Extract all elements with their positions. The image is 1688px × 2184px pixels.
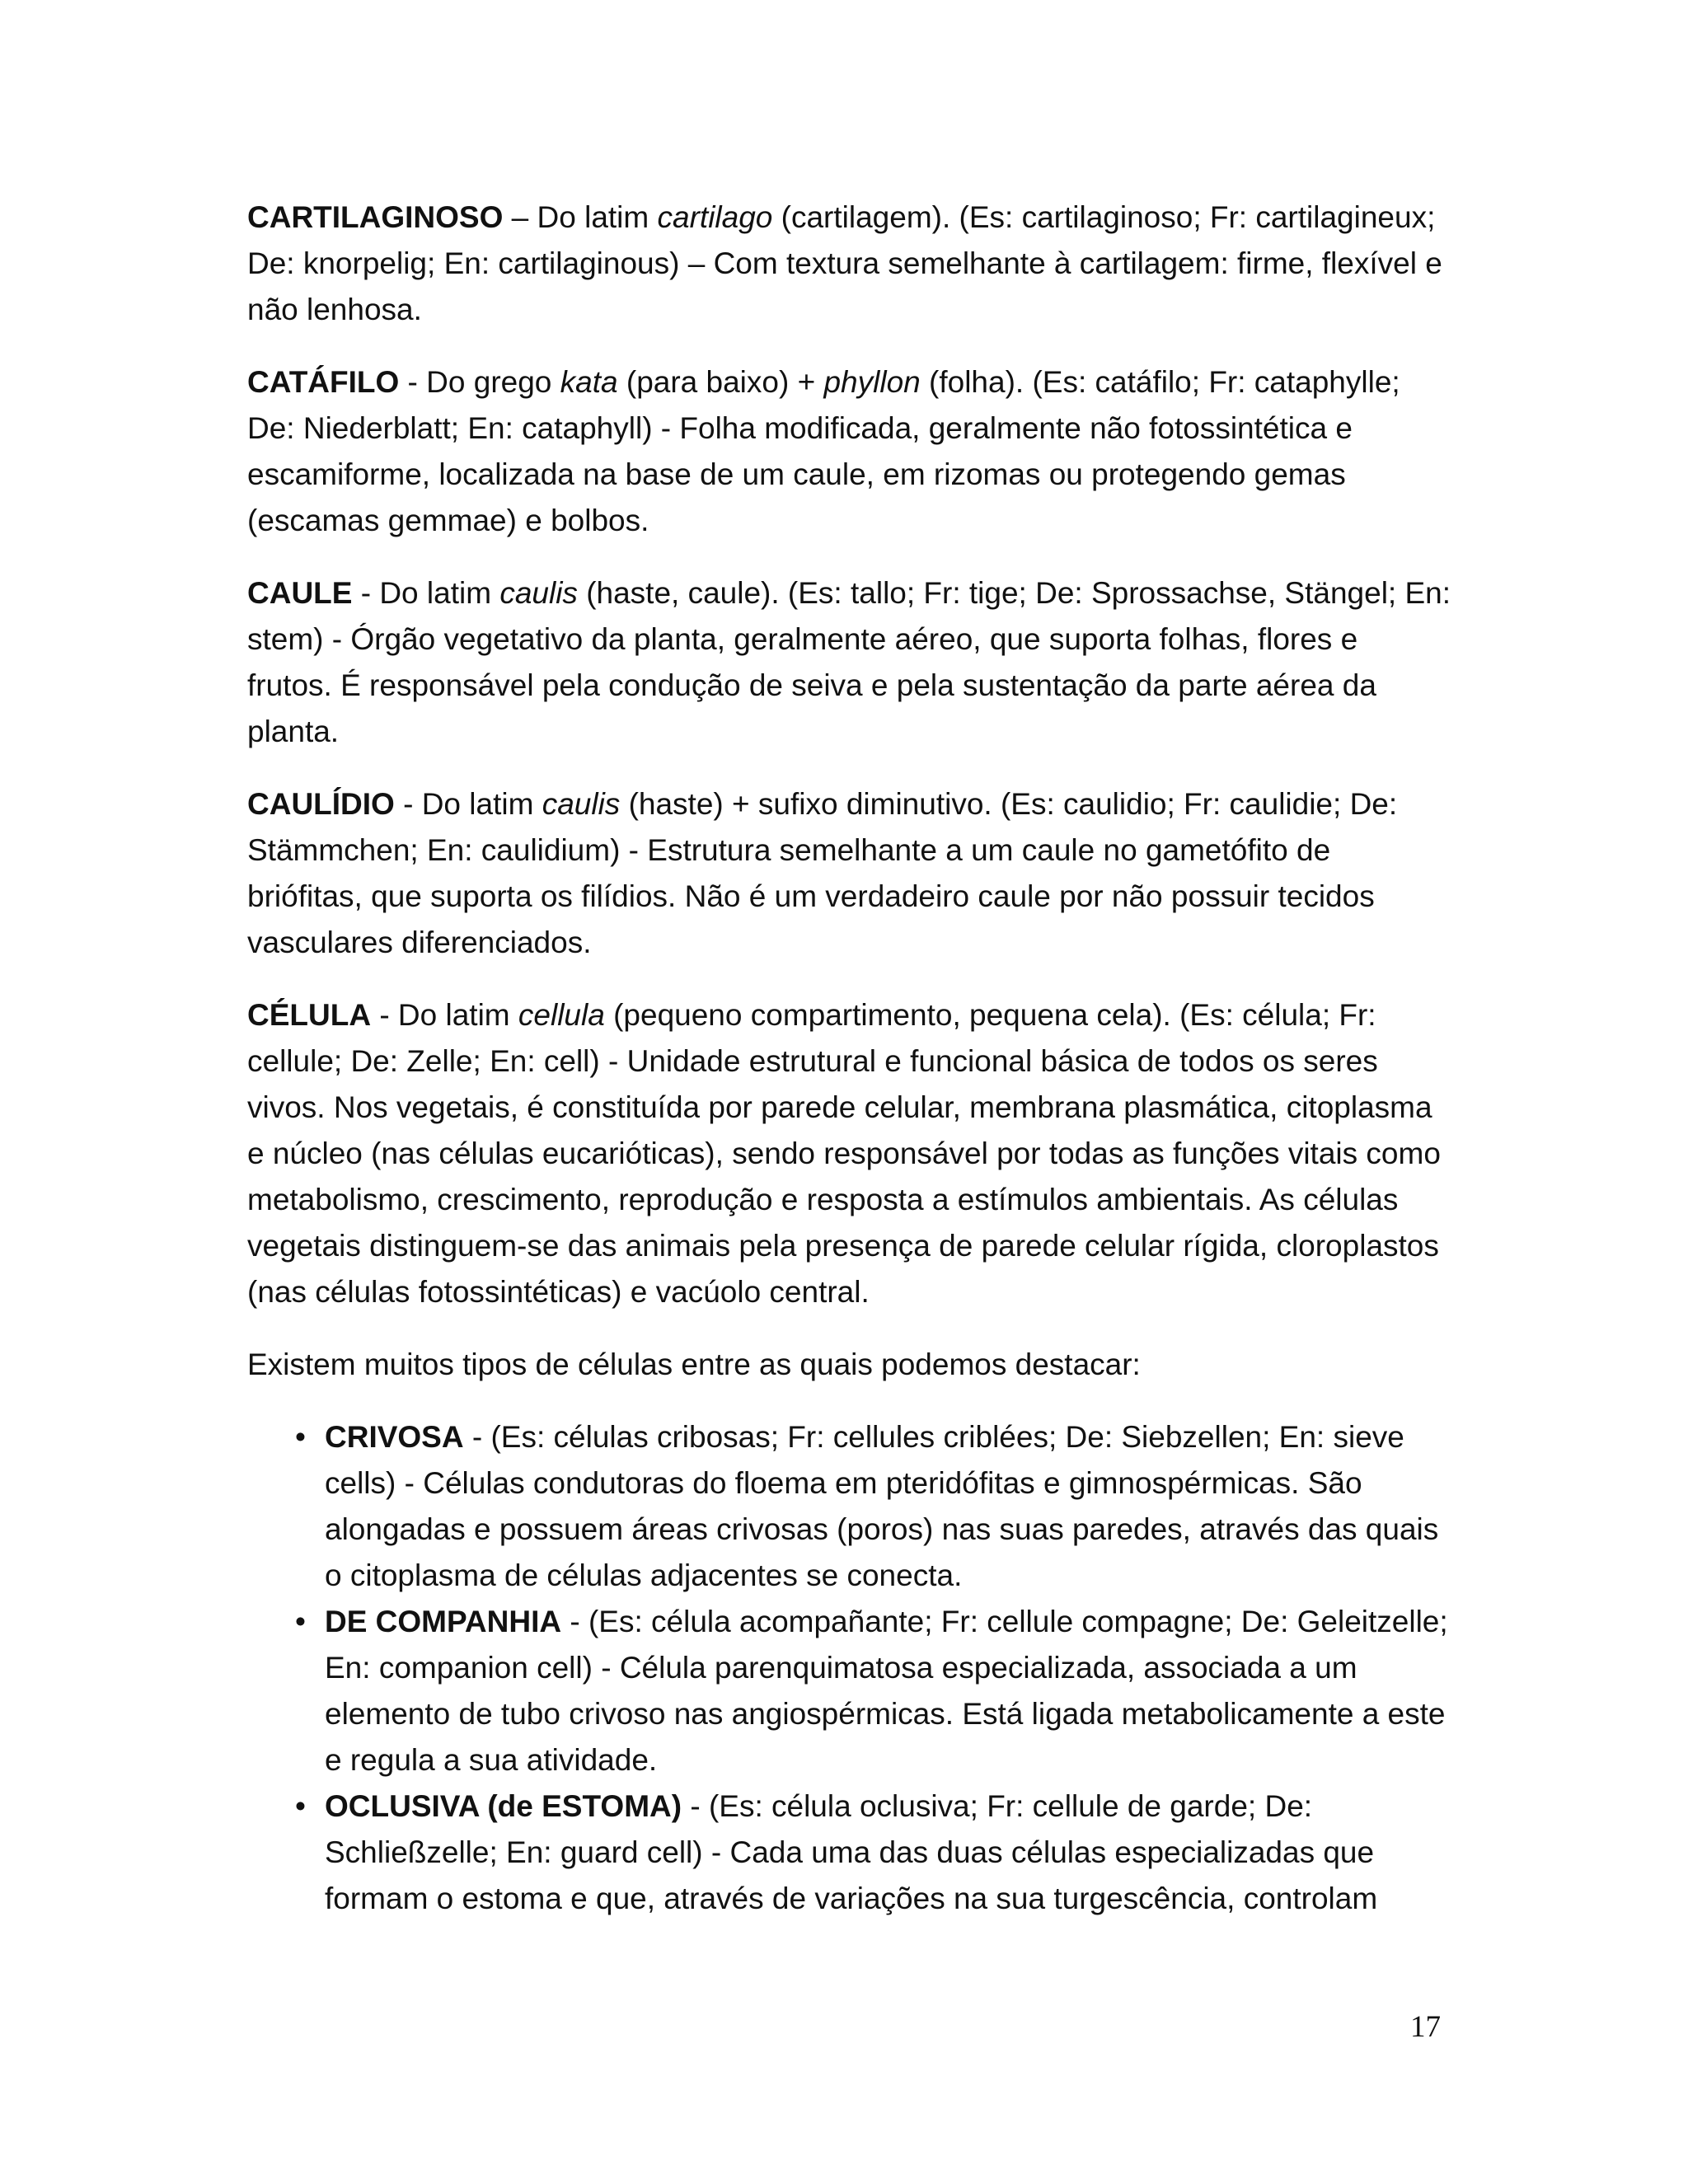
entry-etymology-prefix: - Do latim	[394, 787, 542, 821]
bullet-icon: •	[295, 1420, 306, 1454]
entry-root-word: caulis	[542, 787, 621, 821]
cell-type-definition: - (Es: célula acompañante; Fr: cellule compagne; De: Geleitzelle; En: companion cell) - Célula parenquimatosa especializada, associada a um elemento de tubo crivoso nas angiospérmicas. Está ligada metabolicamente a este e regula a sua atividade.	[325, 1605, 1448, 1777]
entry-definition: (cartilagem). (Es: cartilaginoso; Fr: cartilagineux; De: knorpelig; En: cartilaginous) – Com textura semelhante à cartilagem: firme, flexível e não lenhosa.	[247, 200, 1442, 326]
entry-definition: (pequeno compartimento, pequena cela). (Es: célula; Fr: cellule; De: Zelle; En: cell) - Unidade estrutural e funcional básica de todos os seres vivos. Nos vegetais, é constituída por parede celular, membrana plasmática, citoplasma e núcleo (nas células eucarióticas), sendo responsável por todas as funções vitais como metabolismo, crescimento, reprodução e resposta a estímulos ambientais. As células vegetais distinguem-se das animais pela presença de parede celular rígida, cloroplastos (nas células fotossintéticas) e vacúolo central.	[247, 998, 1441, 1309]
cell-type-term: DE COMPANHIA	[325, 1605, 562, 1638]
list-item-crivosa	[295, 1414, 1451, 1599]
cell-type-definition: - (Es: célula oclusiva; Fr: cellule de garde; De: Schließzelle; En: guard cell) - Cada uma das duas células especializadas que formam o estoma e que, através de variações na sua turgescência, controlam	[325, 1789, 1378, 1915]
bullet-icon: •	[295, 1789, 306, 1823]
glossary-entry-caule	[247, 570, 1451, 755]
entry-root-word: cartilago	[657, 200, 773, 234]
entry-etymology-prefix: – Do latim	[503, 200, 658, 234]
entry-term: CÉLULA	[247, 998, 372, 1032]
glossary-entry-cartilaginoso	[247, 194, 1451, 333]
entry-root-word: cellula	[518, 998, 605, 1032]
entry-etymology-prefix: - Do latim	[352, 576, 500, 610]
list-item-oclusiva	[295, 1783, 1451, 1922]
entry-definition: (haste, caule). (Es: tallo; Fr: tige; De: Sprossachse, Stängel; En: stem) - Órgão vegetativo da planta, geralmente aéreo, que suporta folhas, flores e frutos. É responsável pela condução de seiva e pela sustentação da parte aérea da planta.	[247, 576, 1451, 748]
cell-types-list	[247, 1414, 1451, 1922]
bullet-icon: •	[295, 1605, 306, 1638]
entry-term: CAULÍDIO	[247, 787, 395, 821]
glossary-entry-catafilo	[247, 359, 1451, 544]
cell-type-term: OCLUSIVA (de ESTOMA)	[325, 1789, 682, 1823]
entry-term: CARTILAGINOSO	[247, 200, 504, 234]
entry-etymology-prefix: - Do latim	[371, 998, 518, 1032]
cell-type-definition: - (Es: células cribosas; Fr: cellules criblées; De: Siebzellen; En: sieve cells) - Células condutoras do floema em pteridófitas e gimnospérmicas. São alongadas e possuem áreas crivosas (poros) nas suas paredes, através das quais o citoplasma de células adjacentes se conecta.	[325, 1420, 1439, 1592]
entry-etymology-middle: (para baixo) +	[617, 365, 824, 399]
cell-type-term: CRIVOSA	[325, 1420, 464, 1454]
entry-etymology-prefix: - Do grego	[399, 365, 560, 399]
page-content	[247, 194, 1451, 1922]
entry-term: CATÁFILO	[247, 365, 400, 399]
entry-definition: (folha). (Es: catáfilo; Fr: cataphylle; De: Niederblatt; En: cataphyll) - Folha modificada, geralmente não fotossintética e escamiforme, localizada na base de um caule, em rizomas ou protegendo gemas (escamas gemmae) e bolbos.	[247, 365, 1400, 537]
entry-definition: (haste) + sufixo diminutivo. (Es: caulidio; Fr: caulidie; De: Stämmchen; En: caulidium) - Estrutura semelhante a um caule no gametófito de briófitas, que suporta os filídios. Não é um verdadeiro caule por não possuir tecidos vasculares diferenciados.	[247, 787, 1398, 959]
entry-root-word: caulis	[499, 576, 578, 610]
page-number: 17	[1410, 2010, 1441, 2044]
glossary-entry-caulidio	[247, 781, 1451, 966]
list-item-de-companhia	[295, 1599, 1451, 1783]
entry-root-word: kata	[560, 365, 618, 399]
entry-root-word-2: phyllon	[823, 365, 921, 399]
entry-term: CAULE	[247, 576, 353, 610]
cell-types-intro: Existem muitos tipos de células entre as quais podemos destacar:	[247, 1347, 1141, 1381]
glossary-entry-celula	[247, 992, 1451, 1315]
